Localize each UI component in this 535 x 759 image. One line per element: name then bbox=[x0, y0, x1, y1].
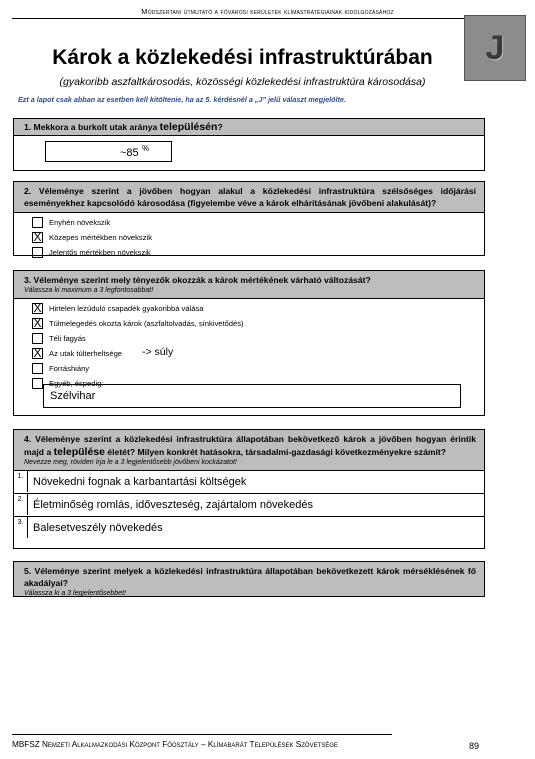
option-label: Téli fagyás bbox=[49, 334, 86, 343]
row-number: 3. bbox=[14, 517, 28, 538]
row-number: 2. bbox=[14, 494, 28, 515]
option-label: Enyhén növekszik bbox=[49, 218, 111, 227]
question-1-text-c: ? bbox=[217, 122, 223, 132]
question-3-header bbox=[14, 271, 484, 299]
checkbox[interactable] bbox=[32, 247, 43, 258]
option-row bbox=[14, 331, 484, 346]
option-row bbox=[14, 230, 484, 245]
footer-text: MBFSZ Nemzeti Alkalmazkodási Központ Főosztály – Klímabarát Települések Szövetsége bbox=[12, 740, 338, 749]
question-5 bbox=[13, 561, 485, 597]
option-label: Forráshiány bbox=[49, 364, 90, 373]
checkbox[interactable]: X bbox=[33, 301, 42, 315]
checkbox[interactable] bbox=[32, 363, 43, 374]
question-4-text-b: települése bbox=[53, 445, 105, 458]
urban-roads-share-value: ~85 bbox=[120, 147, 139, 159]
option-label: Túlmelegedés okozta károk (aszfaltolvadás, sínkivetődés) bbox=[49, 319, 244, 328]
checkbox[interactable] bbox=[32, 333, 43, 344]
option-label: Egyéb, éspedig: bbox=[49, 379, 104, 388]
question-4-header bbox=[14, 430, 484, 471]
checkbox[interactable]: X bbox=[33, 316, 42, 330]
question-2 bbox=[13, 181, 485, 256]
urban-roads-share-field[interactable] bbox=[45, 141, 172, 162]
question-4-text-a: 4. Véleménye szerint a közlekedési infrastruktúra állapotában bekövetkező károk a jövőben hogyan érintik majd a bbox=[24, 434, 476, 457]
option-label: Közepes mértékben növekszik bbox=[49, 233, 152, 242]
fill-instruction: Ezt a lapot csak abban az esetben kell kitöltenie, ha az 5. kérdésnél a „J” jelű választ megjelölte. bbox=[18, 95, 346, 104]
page-subtitle: (gyakoribb aszfaltkárosodás, közösségi közlekedési infrastruktúra károsodása) bbox=[59, 76, 426, 88]
option-label: Hirtelen lezúduló csapadék gyakoribbá válása bbox=[49, 304, 204, 313]
checkbox[interactable]: X bbox=[33, 230, 42, 244]
question-4-instruction: Nevezze meg, röviden írja le a 3 legjelentősebb jövőbeni kockázatot! bbox=[24, 459, 237, 466]
option-row bbox=[14, 215, 484, 230]
percent-unit: % bbox=[142, 144, 150, 153]
question-1-text bbox=[14, 119, 484, 136]
footer-rule bbox=[12, 734, 392, 735]
page-title: Károk a közlekedési infrastruktúrában bbox=[52, 46, 433, 69]
risk-text: Életminőség romlás, időveszteség, zajártalom növekedés bbox=[33, 499, 314, 511]
question-2-text: 2. Véleménye szerint a jövőben hogyan alakul a közlekedési infrastruktúra szélsőséges időjárási eseményekhez kapcsolódó károsodása (figyelembe véve a károk elhárításának jövőbeni alakulását)? bbox=[14, 182, 484, 213]
question-4-text-c: életét? Milyen konkrét hatásokra, társadalmi-gazdasági következményekre számít? bbox=[104, 446, 447, 457]
question-5-header bbox=[14, 562, 484, 596]
risk-row[interactable] bbox=[14, 516, 484, 539]
row-number: 1. bbox=[14, 471, 28, 492]
question-3 bbox=[13, 270, 485, 416]
option-label: Jelentős mértékben növekszik bbox=[49, 248, 151, 257]
option-row bbox=[14, 301, 484, 316]
question-3-text: 3. Véleménye szerint mely tényezők okozzák a károk mértékének várható változását? bbox=[24, 275, 371, 285]
option-row bbox=[14, 245, 484, 260]
checkbox[interactable] bbox=[32, 217, 43, 228]
handwritten-note: -> súly bbox=[142, 346, 174, 358]
risk-list bbox=[14, 471, 484, 539]
checkbox[interactable]: X bbox=[33, 346, 42, 360]
running-header: Módszertani útmutató a fővárosi kerületek klímastratégiáinak kidolgozásához bbox=[141, 7, 394, 16]
question-1-text-a: 1. Mekkora a burkolt utak aránya bbox=[24, 122, 160, 132]
other-factor-value: Szélvihar bbox=[50, 390, 96, 402]
option-row bbox=[14, 361, 484, 376]
other-factor-field[interactable] bbox=[43, 384, 461, 408]
risk-text: Balesetveszély növekedés bbox=[33, 522, 163, 534]
header-rule bbox=[12, 18, 526, 19]
option-row bbox=[14, 316, 484, 331]
risk-row[interactable] bbox=[14, 493, 484, 516]
page-number: 89 bbox=[469, 741, 480, 751]
option-label: Az utak túlterheltsége bbox=[49, 349, 123, 358]
risk-text: Növekedni fognak a karbantartási költségek bbox=[33, 476, 247, 488]
question-1-text-b: településén bbox=[159, 121, 218, 133]
option-row bbox=[14, 346, 484, 361]
checkbox[interactable] bbox=[32, 378, 43, 389]
question-5-text: 5. Véleménye szerint melyek a közlekedési infrastruktúra állapotában bekövetkezett károk mérséklésének fő akadályai? bbox=[24, 566, 476, 588]
question-3-instruction: Válassza ki maximum a 3 legfontosabbat! bbox=[24, 287, 154, 294]
question-5-instruction: Válassza ki a 3 legjelentősebbet! bbox=[24, 590, 126, 597]
question-4 bbox=[13, 429, 485, 549]
risk-row[interactable] bbox=[14, 471, 484, 493]
section-badge: J bbox=[464, 15, 526, 81]
question-1 bbox=[13, 118, 485, 171]
